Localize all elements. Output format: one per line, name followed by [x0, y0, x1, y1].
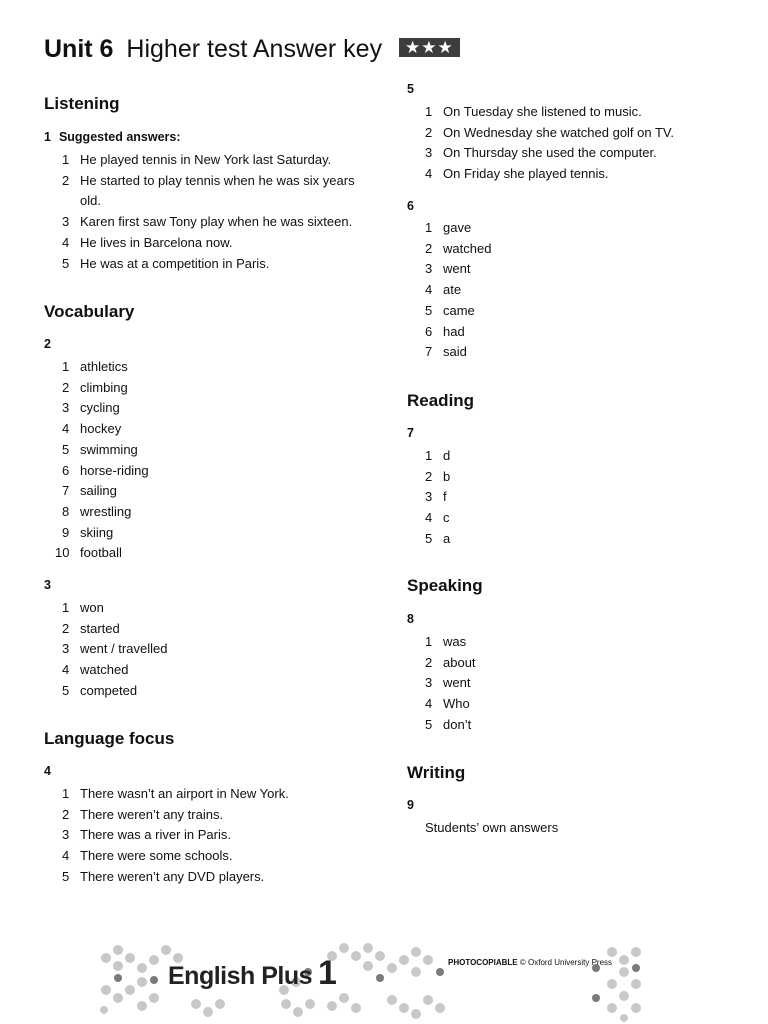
item-number: 4	[62, 421, 70, 437]
question-3-header: 3	[44, 578, 51, 592]
item-text: Karen first saw Tony play when he was sixteen.	[80, 214, 353, 230]
answer-list-q4	[62, 784, 372, 888]
item-text: was	[443, 634, 467, 649]
item-number: 3	[425, 261, 433, 277]
item-number: 1	[62, 786, 70, 801]
item-number: 1	[425, 220, 433, 235]
item-text: swimming	[80, 441, 138, 457]
question-7-header: 7	[407, 426, 414, 440]
item-number: 1	[62, 152, 70, 167]
question-4-header: 4	[44, 764, 51, 778]
list-item	[425, 342, 725, 363]
item-text: sailing	[80, 483, 117, 499]
footer	[96, 938, 652, 1022]
list-item	[62, 481, 362, 502]
answer-list-q2	[55, 357, 362, 564]
list-item	[425, 301, 725, 322]
item-number: 4	[62, 848, 70, 864]
answer-list-q1	[62, 150, 372, 274]
item-text: gave	[443, 220, 472, 235]
item-number: 6	[62, 462, 70, 478]
item-number: 4	[425, 166, 433, 182]
list-item	[55, 543, 362, 564]
item-text: about	[443, 654, 476, 670]
item-text: There wasn’t an airport in New York.	[80, 786, 289, 801]
item-number: 1	[62, 600, 70, 615]
section-title-listening: Listening	[44, 94, 120, 113]
brand-level: 1	[318, 954, 337, 992]
item-text: a	[443, 530, 451, 546]
list-item	[425, 280, 725, 301]
photocopiable-label: PHOTOCOPIABLE	[448, 958, 518, 967]
list-item	[62, 639, 362, 660]
item-number: 4	[425, 282, 433, 298]
list-item	[62, 681, 362, 702]
item-text: climbing	[80, 379, 128, 395]
list-item	[62, 805, 372, 826]
section-title-vocabulary: Vocabulary	[44, 302, 135, 321]
item-number: 5	[62, 255, 70, 271]
item-text: football	[80, 545, 122, 561]
item-number: 6	[425, 323, 433, 339]
item-number: 3	[62, 827, 70, 843]
list-item	[425, 164, 735, 185]
list-item	[62, 150, 372, 171]
item-text: watched	[80, 662, 129, 678]
item-text: had	[443, 323, 465, 339]
list-item	[62, 784, 372, 805]
list-item	[62, 233, 372, 254]
item-text: d	[443, 448, 451, 463]
list-item	[62, 867, 372, 888]
list-item	[425, 322, 725, 343]
item-number: 2	[425, 654, 433, 670]
answer-list-q3	[62, 598, 362, 702]
list-item	[62, 502, 362, 523]
list-item	[62, 619, 362, 640]
item-text: cycling	[80, 400, 120, 416]
item-text: horse-riding	[80, 462, 149, 478]
item-number: 2	[425, 468, 433, 484]
item-number: 9	[62, 524, 70, 540]
item-number: 1	[425, 448, 433, 463]
list-item	[425, 102, 735, 123]
item-text: said	[443, 344, 467, 360]
question-number: 1	[44, 130, 51, 144]
item-number: 2	[62, 172, 70, 188]
item-text: He lives in Barcelona now.	[80, 234, 233, 250]
item-text: came	[443, 302, 475, 318]
item-text: There weren’t any trains.	[80, 806, 224, 822]
list-item	[62, 598, 362, 619]
list-item	[425, 259, 725, 280]
list-item	[425, 239, 725, 260]
item-number: 5	[425, 302, 433, 318]
item-text: went	[443, 675, 471, 691]
list-item	[425, 467, 725, 488]
question-label: Suggested answers:	[58, 130, 181, 144]
list-item	[425, 715, 725, 736]
list-item	[425, 143, 735, 164]
item-text: skiing	[80, 524, 114, 540]
page-title	[44, 33, 460, 65]
answer-list-q8	[425, 632, 725, 736]
question-9-header: 9	[407, 798, 414, 812]
list-item	[425, 653, 725, 674]
list-item	[425, 632, 725, 653]
list-item	[62, 461, 362, 482]
item-number: 8	[62, 503, 70, 519]
item-text: On Thursday she used the computer.	[443, 145, 657, 161]
list-item	[62, 254, 372, 275]
item-text: f	[443, 489, 447, 505]
item-number: 3	[425, 675, 433, 691]
list-item	[425, 673, 725, 694]
writing-answer: Students’ own answers	[425, 820, 559, 835]
item-number: 4	[425, 696, 433, 712]
item-text: watched	[443, 240, 492, 256]
list-item	[425, 487, 725, 508]
item-number: 4	[62, 662, 70, 678]
list-item	[425, 123, 735, 144]
item-text: There weren’t any DVD players.	[80, 868, 265, 884]
answer-list-q6	[425, 218, 725, 363]
list-item	[62, 398, 362, 419]
item-number: 3	[425, 145, 433, 161]
item-text: He played tennis in New York last Saturday.	[80, 152, 332, 167]
list-item	[425, 694, 725, 715]
item-number: 2	[62, 620, 70, 636]
list-item	[62, 212, 372, 233]
item-number: 1	[425, 104, 433, 119]
item-text: hockey	[80, 421, 122, 437]
title-text: Higher test Answer key	[126, 35, 383, 63]
item-text: Who	[443, 696, 470, 712]
list-item	[425, 218, 725, 239]
answer-list-q5	[425, 102, 735, 185]
item-text: wrestling	[80, 503, 132, 519]
item-text: competed	[80, 682, 138, 698]
question-5-header: 5	[407, 82, 414, 96]
item-text: don’t	[443, 716, 472, 732]
item-number: 10	[55, 545, 70, 561]
item-number: 1	[425, 634, 433, 649]
item-number: 7	[425, 344, 433, 360]
unit-label: Unit 6	[44, 35, 114, 63]
item-number: 1	[62, 359, 70, 374]
item-text: c	[443, 510, 450, 526]
brand-logo	[168, 954, 336, 993]
item-number: 3	[62, 214, 70, 230]
difficulty-stars: ★★★	[399, 38, 460, 57]
item-text: There was a river in Paris.	[80, 827, 231, 843]
item-text: athletics	[80, 359, 128, 374]
item-number: 5	[62, 868, 70, 884]
list-item	[62, 660, 362, 681]
question-8-header: 8	[407, 612, 414, 626]
list-item	[62, 357, 362, 378]
item-number: 3	[62, 400, 70, 416]
item-number: 3	[62, 641, 70, 657]
answer-list-q7	[425, 446, 725, 550]
list-item	[62, 171, 372, 212]
item-number: 5	[62, 682, 70, 698]
list-item	[62, 440, 362, 461]
section-title-writing: Writing	[407, 763, 466, 782]
question-1-header	[44, 130, 181, 144]
copyright-notice	[448, 958, 612, 967]
item-text: won	[80, 600, 104, 615]
list-item	[62, 523, 362, 544]
item-number: 2	[62, 379, 70, 395]
item-text: went / travelled	[80, 641, 168, 657]
list-item	[62, 825, 372, 846]
item-number: 2	[425, 124, 433, 140]
item-number: 2	[425, 240, 433, 256]
question-2-header: 2	[44, 337, 51, 351]
list-item	[62, 846, 372, 867]
item-number: 4	[62, 234, 70, 250]
item-text: On Tuesday she listened to music.	[443, 104, 642, 119]
section-title-reading: Reading	[407, 391, 475, 410]
list-item	[425, 529, 725, 550]
item-text: On Wednesday she watched golf on TV.	[443, 124, 675, 140]
item-text: started	[80, 620, 120, 636]
item-text: b	[443, 468, 451, 484]
item-number: 5	[425, 530, 433, 546]
copyright-text: © Oxford University Press	[519, 958, 613, 967]
section-title-speaking: Speaking	[407, 576, 483, 595]
item-number: 4	[425, 510, 433, 526]
item-text: He started to play tennis when he was six years old.	[80, 172, 355, 209]
item-text: He was at a competition in Paris.	[80, 255, 270, 271]
question-6-header: 6	[407, 199, 414, 213]
item-number: 2	[62, 806, 70, 822]
item-number: 7	[62, 483, 70, 499]
list-item	[62, 419, 362, 440]
item-text: There were some schools.	[80, 848, 233, 864]
item-number: 3	[425, 489, 433, 505]
item-number: 5	[425, 716, 433, 732]
list-item	[62, 378, 362, 399]
item-text: went	[443, 261, 471, 277]
brand-name: English Plus	[168, 962, 313, 990]
list-item	[425, 508, 725, 529]
item-number: 5	[62, 441, 70, 457]
section-title-language-focus: Language focus	[44, 729, 175, 748]
item-text: ate	[443, 282, 462, 298]
list-item	[425, 446, 725, 467]
item-text: On Friday she played tennis.	[443, 166, 609, 182]
